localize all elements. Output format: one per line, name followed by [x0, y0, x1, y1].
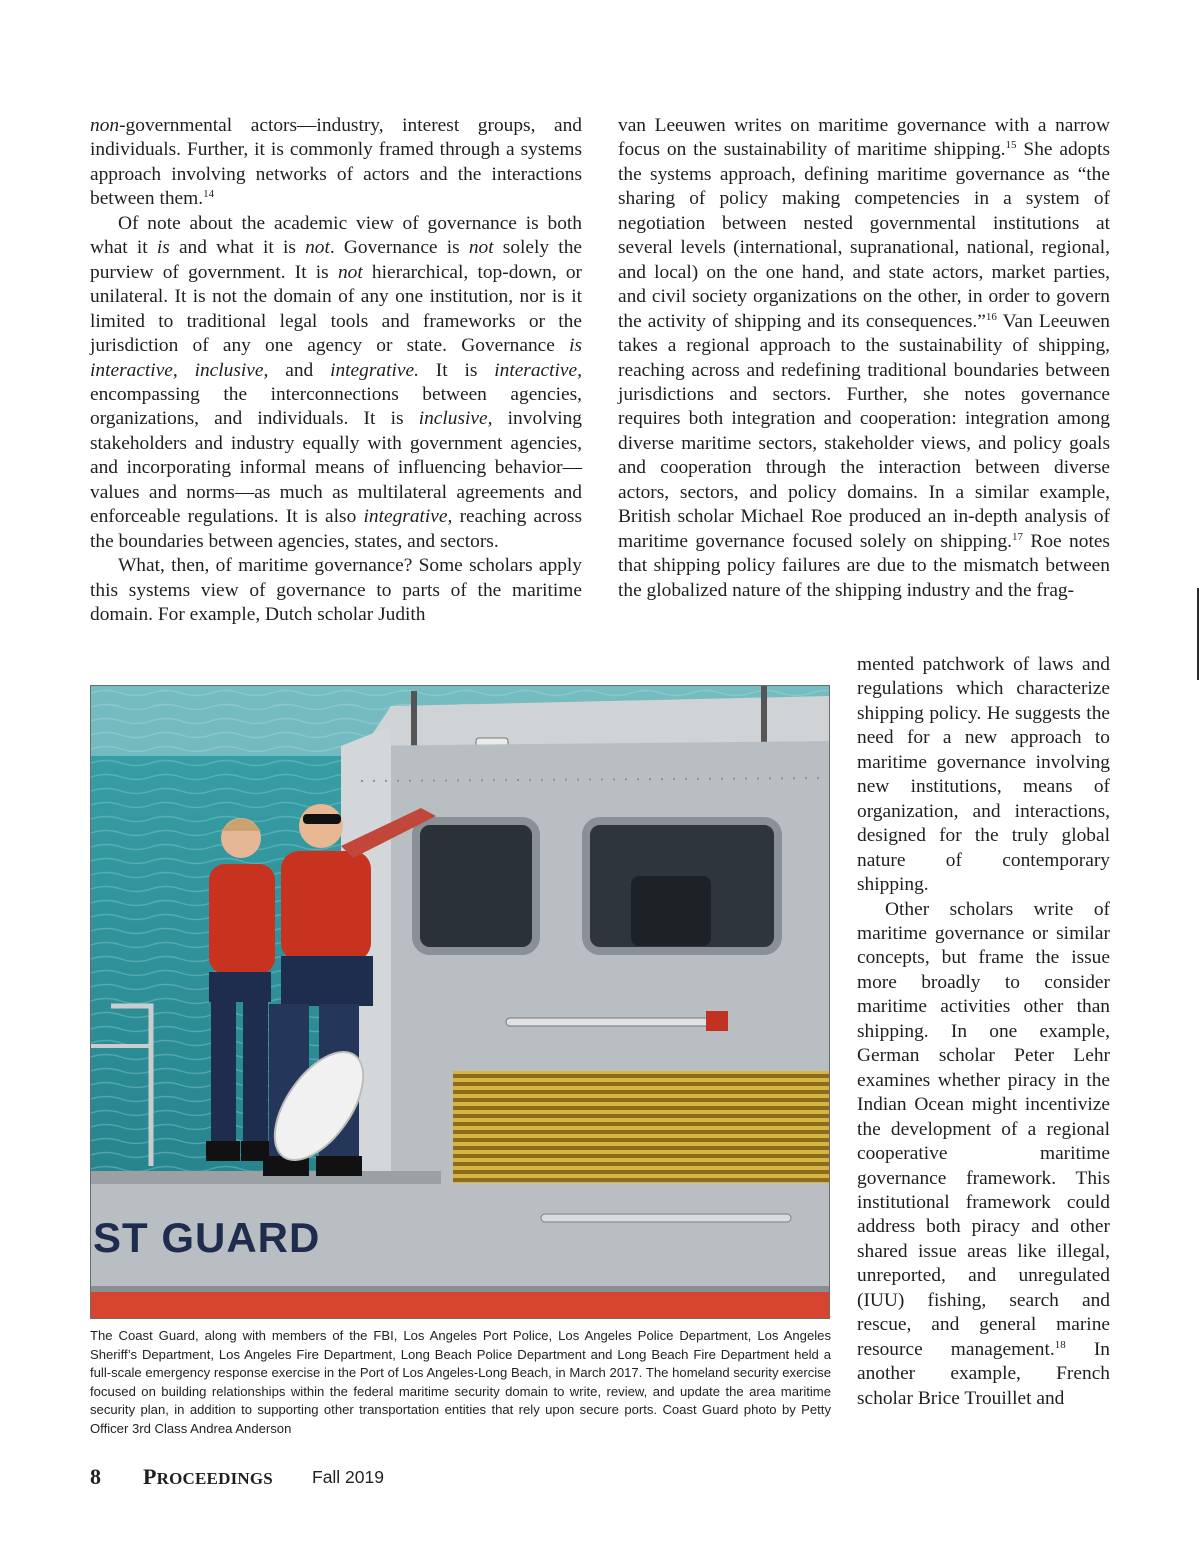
paragraph: Other scholars write of maritime governance or similar concepts, but frame the issue more broadly to consider maritime activities other than shipping. In one example, German scholar Peter Lehr examines whether piracy in the Indian Ocean might incentivize the development of a regional cooperative maritime governance framework. This institutional framework could address both piracy and other shared issue areas like illegal, unreported, and unregulated (IUU) fishing, search and rescue, and general marine resource management.$^{18}$ In another example, French scholar Brice Trouillet and — [857, 898, 1110, 1409]
page-number: 8 — [90, 1464, 101, 1489]
issue-date: Fall 2019 — [312, 1467, 384, 1487]
edge-rule — [1197, 588, 1199, 680]
paragraph: mented patchwork of laws and regulations which characterize shipping policy. He suggests the need for a new approach to maritime governance involving new institutions, means of organization, and interactions, designed for the truly global nature of contemporary shipping. — [857, 654, 1110, 896]
cabin-window — [416, 821, 536, 951]
hull-lettering: ST GUARD — [93, 1214, 321, 1261]
paragraph: Of note about the academic view of governance is both what it is and what it is not. Governance is not solely the purview of government. It is not hierarchical, top-down, or unilateral. It is not the domain of any one institution, nor is it limited to traditional legal tools and frameworks or the jurisdiction of any one agency or state. Governance is interactive, inclusive, and integrative. It is interactive, encompassing the interconnections between agencies, organizations, and individuals. It is inclusive, involving stakeholders and industry equally with government agencies, and incorporating informal means of influencing behavior—values and norms—as much as multilateral agreements and enforceable regulations. It is also integrative, reaching across the boundaries between agencies, states, and sectors. — [90, 212, 583, 552]
footnote-ref: 18 — [1054, 1338, 1066, 1351]
footnote-ref: 15 — [1005, 139, 1017, 152]
paragraph: non-governmental actors—industry, interest groups, and individuals. Further, it is commonly framed through a systems approach involving networks of actors and the interactions between them.$^{14}$ — [90, 115, 582, 210]
paragraph: van Leeuwen writes on maritime governance with a narrow focus on the sustainability of maritime shipping.$^{15}$ She adopts the systems approach, defining maritime governance as “the sharing of policy making competencies in a system of negotiation between nested governmental institutions at several levels (international, supranational, national, regional, and local) on the one hand, and state actors, market parties, and civil society organizations on the other, in order to govern the activity of shipping and its consequences.”$^{16}$ Van Leeuwen takes a regional approach to the sustainability of shipping, reaching across and redefining traditional boundaries between jurisdictions and sectors. Further, she notes governance requires both integration and cooperation: integration among diverse maritime sectors, stakeholder views, and policy goals and cooperation through the interaction between diverse actors, sectors, and policy domains. In a similar example, British scholar Michael Roe produced an in-depth analysis of maritime governance focused solely on shipping.$^{17}$ Roe notes that shipping policy failures are due to the mismatch between the globalized nature of the shipping industry and the frag- — [618, 115, 1110, 601]
publication-name: PROCEEDINGS — [143, 1464, 273, 1489]
footnote-ref: 16 — [985, 310, 997, 323]
body-text-left-column — [90, 114, 582, 628]
body-text-middle-column — [618, 114, 1110, 603]
footnote-ref: 14 — [203, 188, 215, 201]
hull-stripe — [91, 1292, 830, 1319]
coast-guard-boat-photo — [90, 685, 830, 1319]
footnote-ref: 17 — [1012, 530, 1024, 543]
vent-grille — [453, 1071, 830, 1183]
grab-rail — [506, 1018, 721, 1026]
paragraph: What, then, of maritime governance? Some scholars apply this systems view of governance to parts of the maritime domain. For example, Dutch scholar Judith — [90, 555, 582, 626]
body-text-right-column — [857, 653, 1110, 1411]
photo-caption: The Coast Guard, along with members of the FBI, Los Angeles Port Police, Los Angeles Police Department, Los Angeles Sheriff’s Department, Los Angeles Fire Department, Long Beach Police Department and Long Beach Fire Department held a full-scale emergency response exercise in the Port of Los Angeles-Long Beach, in March 2017. The homeland security exercise focused on building relationships within the federal maritime security domain to write, review, and update the area maritime security plan, in addition to supporting other transportation entities that rely upon secure ports. Coast Guard photo by Petty Officer 3rd Class Andrea Anderson — [90, 1328, 831, 1436]
